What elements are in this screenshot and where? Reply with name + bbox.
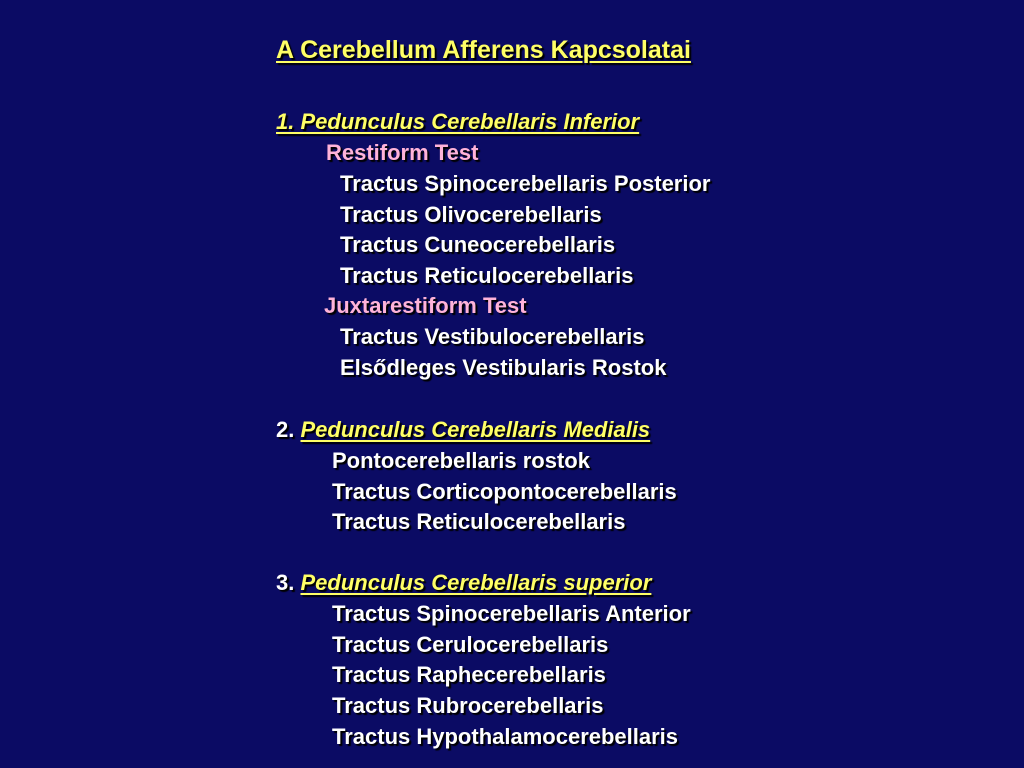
- section3-number: 3.: [276, 570, 295, 595]
- list-item: Tractus Cuneocerebellaris: [340, 232, 616, 257]
- section2-number: 2.: [276, 417, 295, 442]
- section1-group2-label: Juxtarestiform Test: [324, 293, 527, 318]
- section1-group1-label: Restiform Test: [326, 140, 479, 165]
- section1-heading: 1. Pedunculus Cerebellaris Inferior: [276, 109, 640, 134]
- section3-heading-row: [276, 570, 651, 596]
- list-item: Tractus Raphecerebellaris: [332, 662, 606, 687]
- list-item: Tractus Rubrocerebellaris: [332, 693, 604, 718]
- list-item: Tractus Spinocerebellaris Posterior: [340, 171, 711, 196]
- list-item: Tractus Vestibulocerebellaris: [340, 324, 645, 349]
- section2-heading: Pedunculus Cerebellaris Medialis: [300, 417, 651, 442]
- section3-heading: Pedunculus Cerebellaris superior: [300, 570, 652, 595]
- slide-title: A Cerebellum Afferens Kapcsolatai: [276, 36, 691, 64]
- list-item: Tractus Reticulocerebellaris: [340, 263, 634, 288]
- section2-heading-row: [276, 417, 650, 443]
- list-item: Tractus Olivocerebellaris: [340, 202, 602, 227]
- list-item: Tractus Cerulocerebellaris: [332, 632, 609, 657]
- list-item: Tractus Corticopontocerebellaris: [332, 479, 677, 504]
- list-item: Elsődleges Vestibularis Rostok: [340, 355, 667, 380]
- list-item: Tractus Hypothalamocerebellaris: [332, 724, 679, 749]
- list-item: Pontocerebellaris rostok: [332, 448, 590, 473]
- list-item: Tractus Spinocerebellaris Anterior: [332, 601, 691, 626]
- list-item: Tractus Reticulocerebellaris: [332, 509, 626, 534]
